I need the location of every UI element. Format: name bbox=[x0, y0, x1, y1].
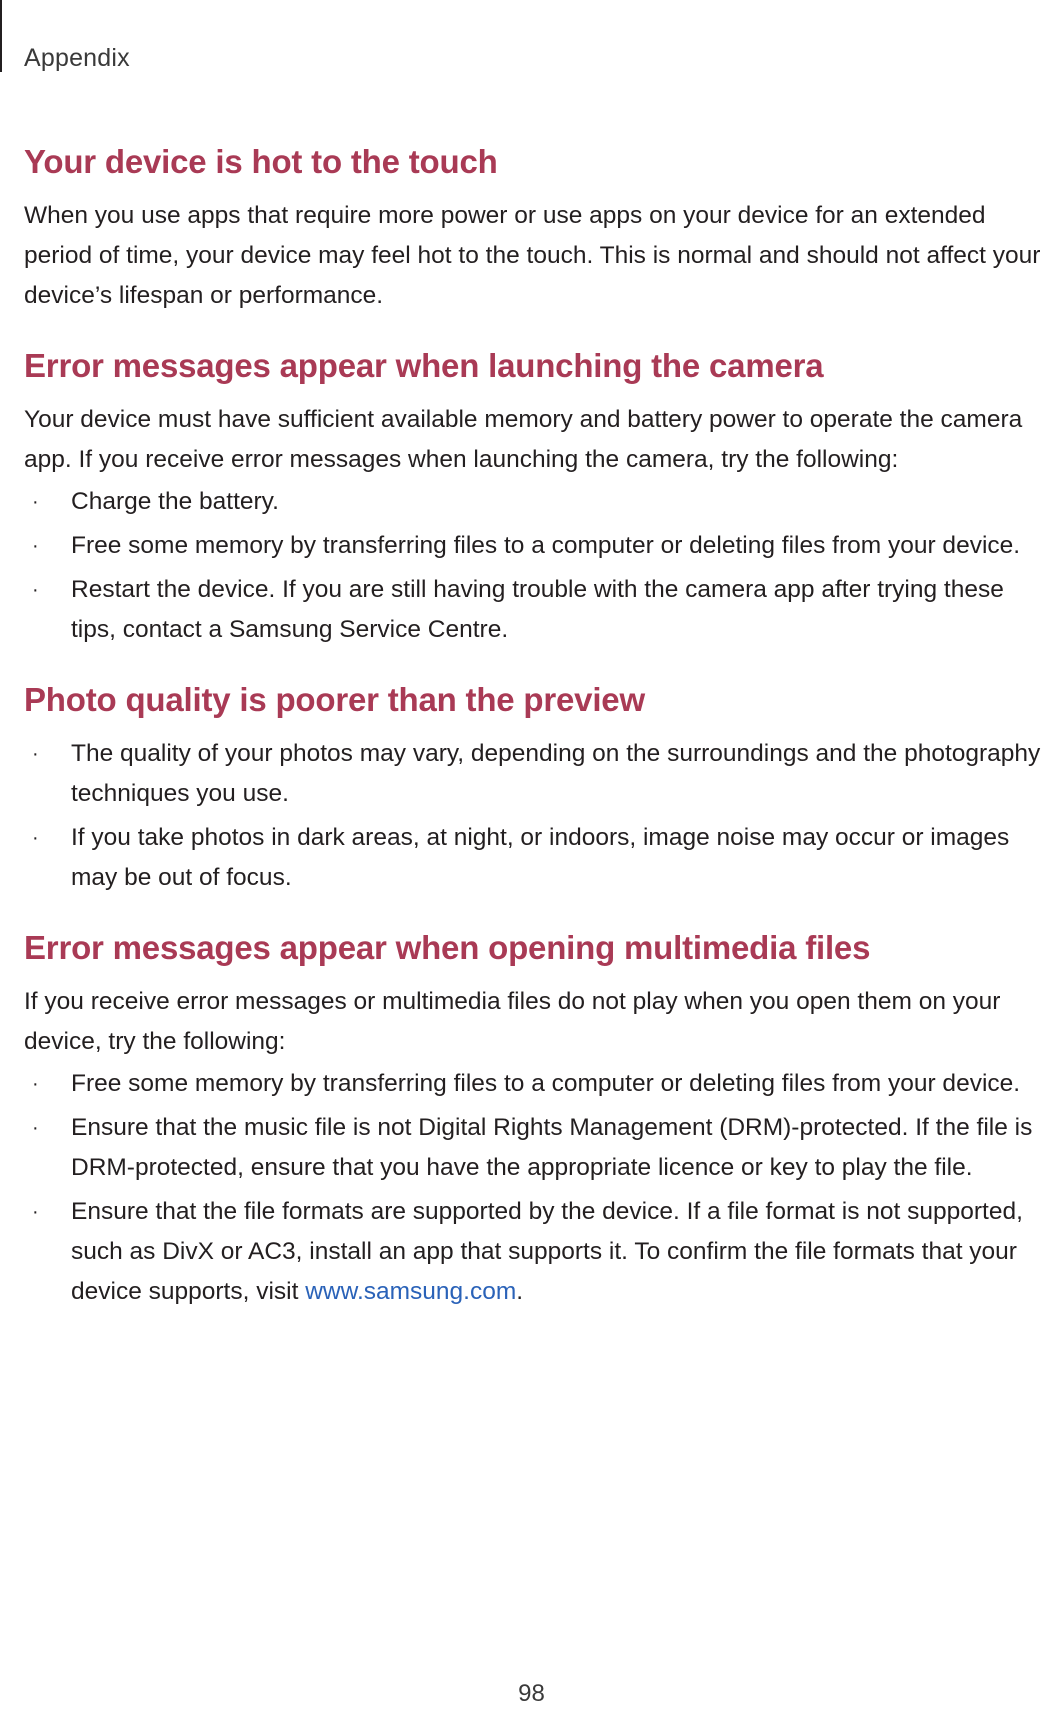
list-item bbox=[24, 482, 1054, 522]
bullet-icon: · bbox=[32, 535, 39, 557]
section-camera-errors bbox=[24, 346, 1054, 650]
section-photo-quality bbox=[24, 680, 1054, 898]
list-item bbox=[24, 570, 1054, 650]
bullet-list bbox=[24, 734, 1054, 898]
bullet-icon: · bbox=[32, 1201, 39, 1223]
list-item-suffix: . bbox=[516, 1278, 524, 1305]
list-item bbox=[24, 818, 1054, 898]
running-header: Appendix bbox=[24, 44, 130, 72]
section-paragraph: If you receive error messages or multimedia files do not play when you open them on your device, try the following: bbox=[24, 988, 1001, 1055]
list-item bbox=[24, 734, 1054, 814]
bullet-list bbox=[24, 482, 1054, 650]
list-item bbox=[24, 1192, 1054, 1312]
section-heading: Your device is hot to the touch bbox=[24, 143, 498, 180]
bullet-icon: · bbox=[32, 579, 39, 601]
bullet-icon: · bbox=[32, 743, 39, 765]
section-paragraph: When you use apps that require more power or use apps on your device for an extended period of time, your device may feel hot to the touch. This is normal and should not affect your device’s lifespan or performance. bbox=[24, 202, 1041, 309]
section-paragraph: Your device must have sufficient available memory and battery power to operate the camera app. If you receive error messages when launching the camera, try the following: bbox=[24, 406, 1023, 473]
bullet-icon: · bbox=[32, 1117, 39, 1139]
page-content bbox=[24, 142, 1054, 1316]
list-item-text: If you take photos in dark areas, at night, or indoors, image noise may occur or images may be out of focus. bbox=[71, 824, 1010, 891]
list-item-text: The quality of your photos may vary, depending on the surroundings and the photography techniques you use. bbox=[71, 740, 1041, 807]
list-item-text: Ensure that the file formats are supported by the device. If a file format is not supported, such as DivX or AC3, install an app that supports it. To confirm the file formats that your device supports, visit bbox=[71, 1198, 1023, 1305]
page-number: 98 bbox=[518, 1680, 545, 1707]
bullet-icon: · bbox=[32, 827, 39, 849]
list-item-text: Charge the battery. bbox=[71, 488, 279, 515]
section-hot-device bbox=[24, 142, 1054, 316]
section-heading: Error messages appear when launching the camera bbox=[24, 347, 824, 384]
bullet-icon: · bbox=[32, 491, 39, 513]
samsung-website-link[interactable]: www.samsung.com bbox=[305, 1278, 517, 1305]
list-item-text: Ensure that the music file is not Digital Rights Management (DRM)-protected. If the file is DRM-protected, ensure that you have the appropriate licence or key to play the file. bbox=[71, 1114, 1033, 1181]
list-item-text: Free some memory by transferring files to a computer or deleting files from your device. bbox=[71, 1070, 1021, 1097]
bullet-icon: · bbox=[32, 1073, 39, 1095]
section-heading: Photo quality is poorer than the preview bbox=[24, 681, 645, 718]
list-item-text: Restart the device. If you are still having trouble with the camera app after trying these tips, contact a Samsung Service Centre. bbox=[71, 576, 1004, 643]
list-item bbox=[24, 1108, 1054, 1188]
list-item-text: Free some memory by transferring files to a computer or deleting files from your device. bbox=[71, 532, 1021, 559]
section-heading: Error messages appear when opening multimedia files bbox=[24, 929, 871, 966]
list-item bbox=[24, 526, 1054, 566]
corner-rule bbox=[0, 0, 2, 72]
section-multimedia-errors bbox=[24, 928, 1054, 1312]
bullet-list bbox=[24, 1064, 1054, 1312]
list-item bbox=[24, 1064, 1054, 1104]
